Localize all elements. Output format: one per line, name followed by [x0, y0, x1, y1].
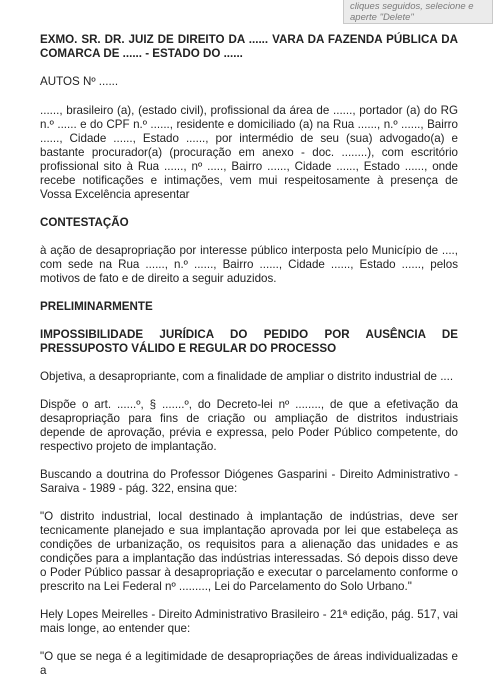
tooltip: cliques seguidos, selecione e aperte "Delete" [343, 0, 493, 24]
contestacao-paragraph: à ação de desapropriação por interesse público interposta pelo Município de ...., com sede na Rua ......, n.º ......, Bairro ......, Cidade ......, Estado ......, pelos motivos de fato e de direito a seguir aduzidos. [40, 244, 458, 285]
impossibilidade-heading: IMPOSSIBILIDADE JURÍDICA DO PEDIDO POR AUSÊNCIA DE PRESSUPOSTO VÁLIDO E REGULAR DO PROCESSO [40, 328, 458, 355]
court-header: EXMO. SR. DR. JUIZ DE DIREITO DA ...... VARA DA FAZENDA PÚBLICA DA COMARCA DE ...... - ESTADO DO ...... [40, 33, 458, 60]
hely-paragraph: Hely Lopes Meirelles - Direito Administrativo Brasileiro - 21ª edição, pág. 517, vai mais longe, ao entender que: [40, 608, 458, 635]
document-body [40, 33, 458, 678]
dispoe-paragraph: Dispõe o art. ......º, § .......º, do Decreto-lei nº ........, de que a efetivação da desapropriação para fins de criação ou ampliação de distritos industriais depende de aprovação, prévia e expressa, pelo Poder Público competente, do respectivo projeto de implantação. [40, 398, 458, 453]
qualification-paragraph: ......, brasileiro (a), (estado civil), profissional da área de ......, portador (a) do RG n.º ...... e do CPF n.º ......, residente e domiciliado (a) na Rua ......, n.º ......, Bairro ......, Cidade ......, Estado ......, por intermédio de seu (sua) advogado(a) e bastante procurador(a) (procuração em anexo - doc. ........), com escritório profissional sito à Rua ......, nº ....., Bairro ......, Cidade ......, Estado ......, onde recebe notificações e intimações, vem mui respeitosamente à presença de Vossa Excelência apresentar [40, 104, 458, 201]
autos-line: AUTOS Nº ...... [40, 75, 119, 88]
contestacao-heading: CONTESTAÇÃO [40, 216, 129, 229]
preliminarmente-heading: PRELIMINARMENTE [40, 300, 153, 313]
buscando-paragraph: Buscando a doutrina do Professor Diógenes Gasparini - Direito Administrativo - Saraiva - 1989 - pág. 322, ensina que: [40, 468, 458, 495]
quote-meirelles: "O que se nega é a legitimidade de desapropriações de áreas individualizadas e a [40, 650, 458, 677]
objetiva-paragraph: Objetiva, a desapropriante, com a finalidade de ampliar o distrito industrial de .... [40, 370, 454, 383]
quote-gasparini: "O distrito industrial, local destinado à implantação de indústrias, deve ser tecnicamente planejado e sua implantação aprovada por lei que estabeleça as condições de urbanização, os requisitos para a alienação das unidades e as condições para a implantação das indústrias interessadas. Só depois disso deve o Poder Público passar à desapropriação e executar o parcelamento conforme o prescrito na Lei Federal nº ........., Lei do Parcelamento do Solo Urbano." [40, 510, 458, 593]
